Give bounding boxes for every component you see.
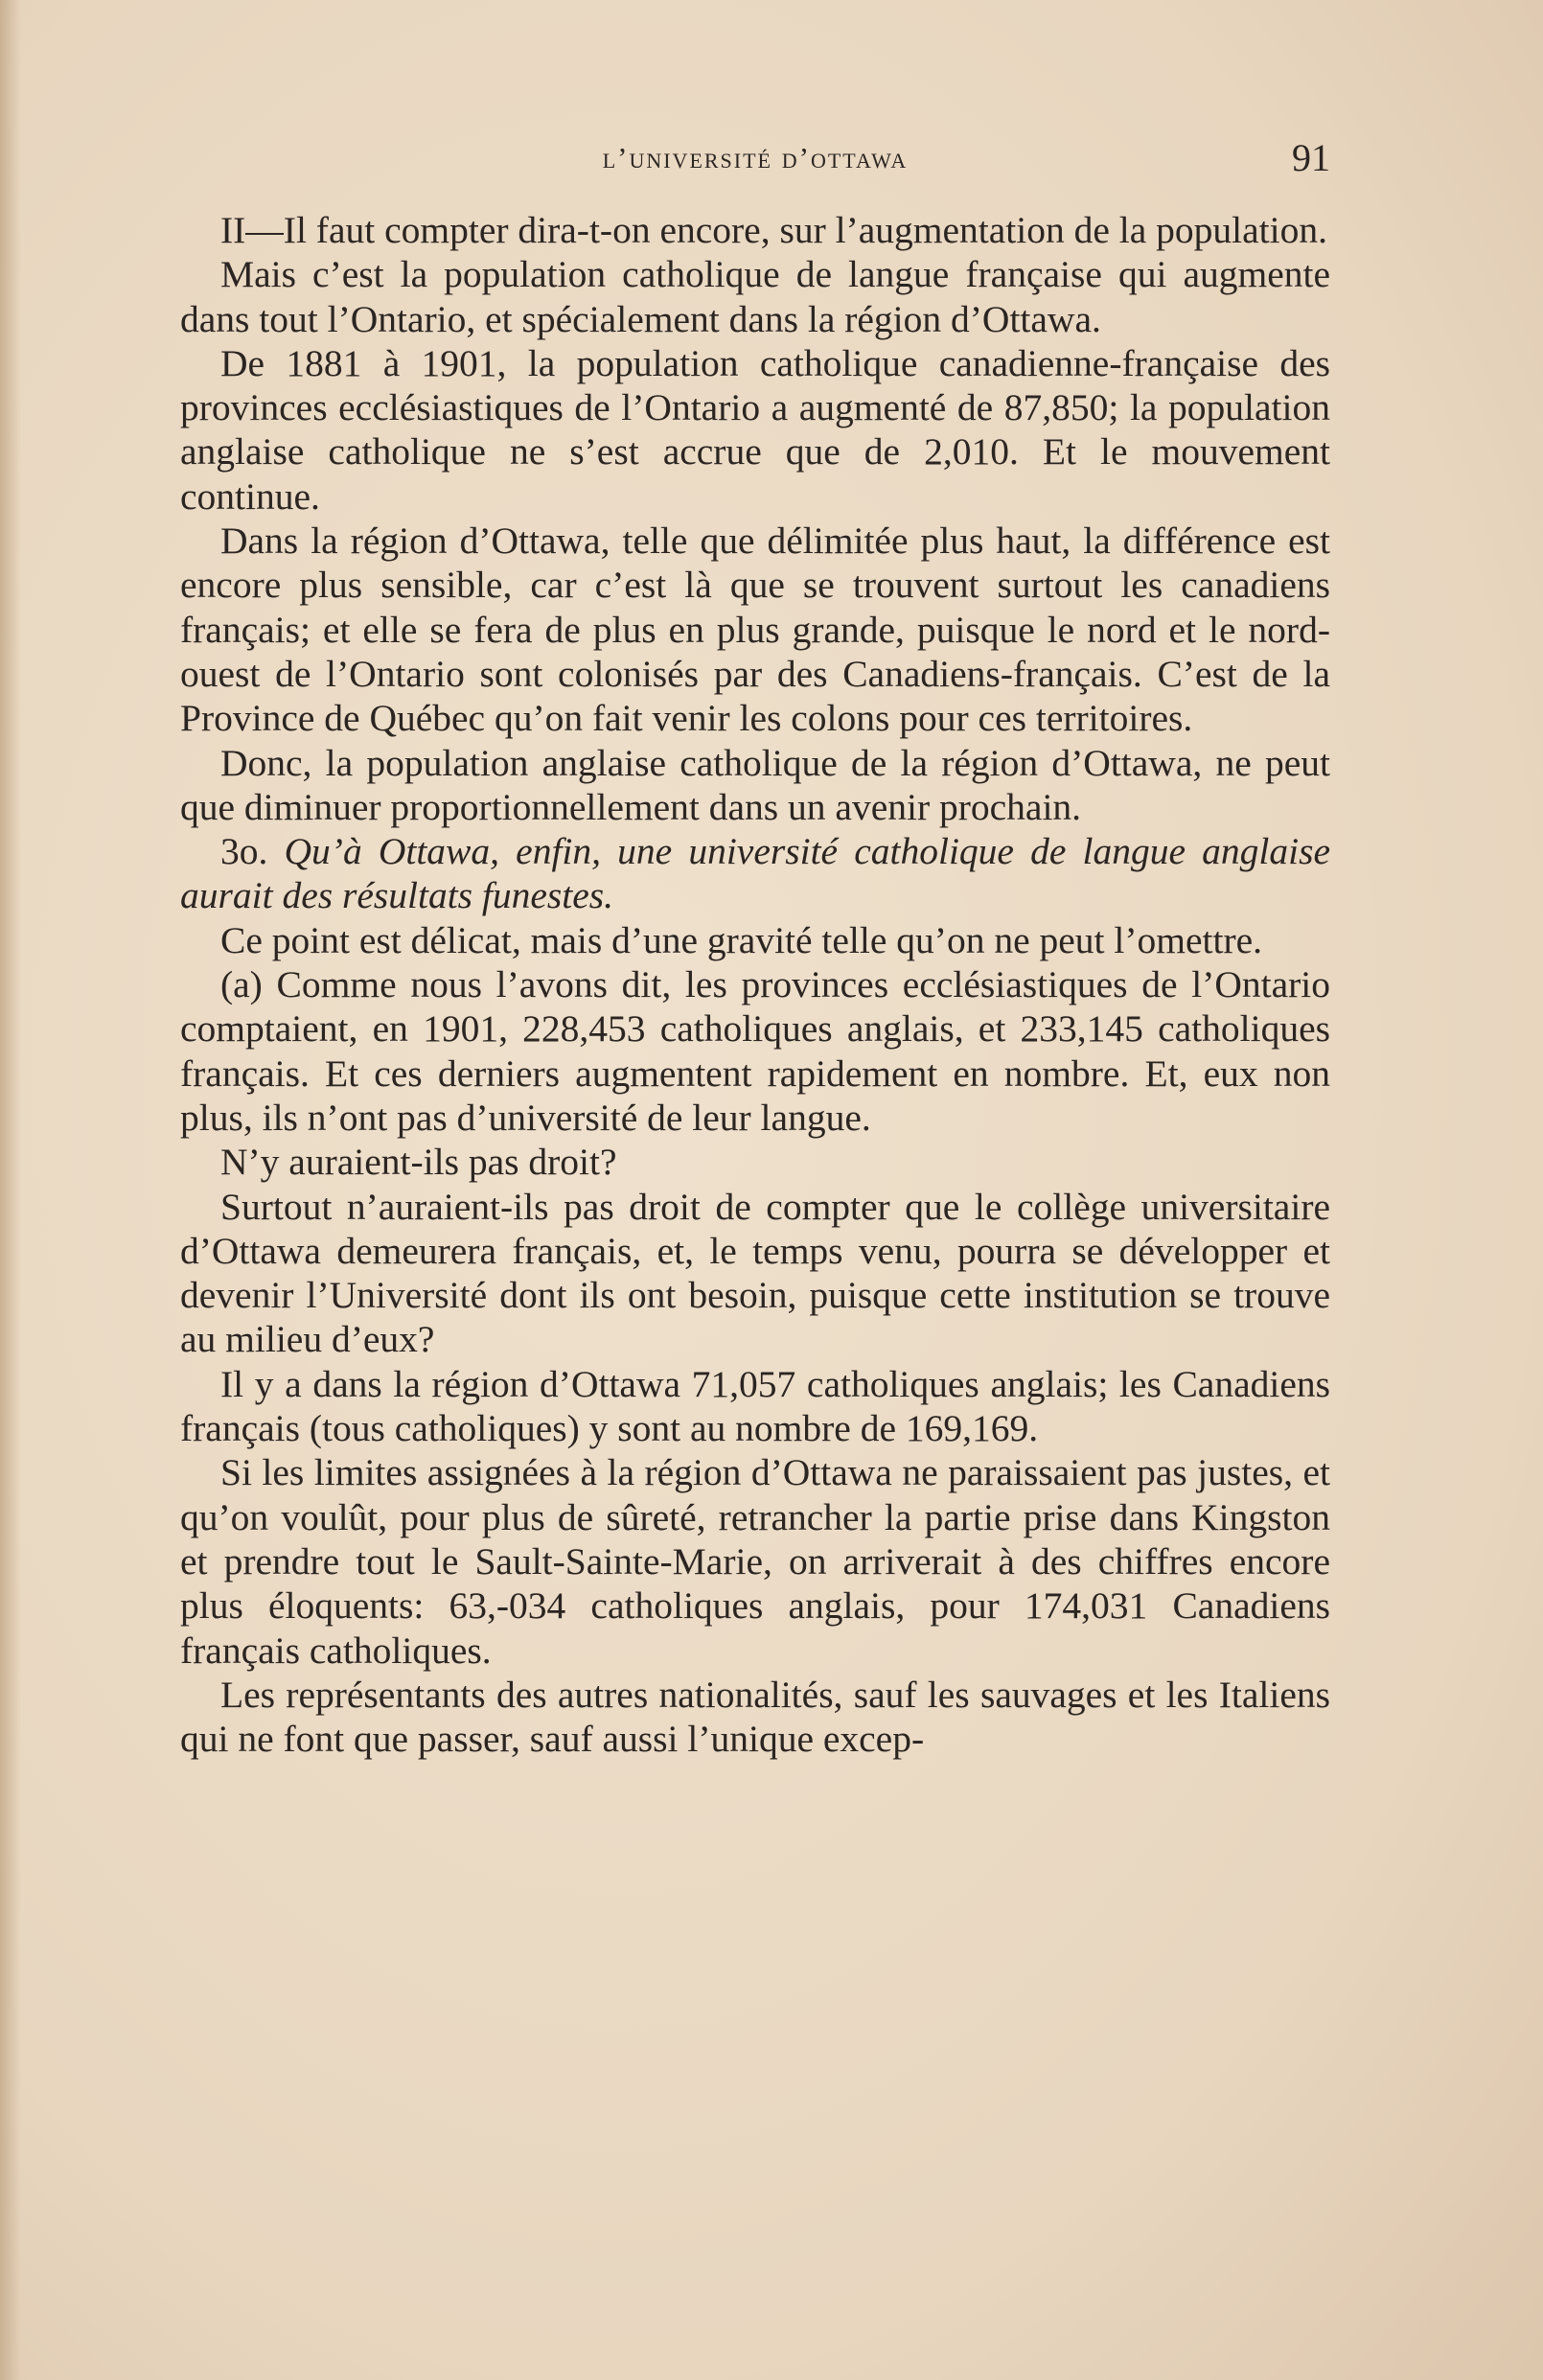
point-number: 3o.: [220, 830, 268, 873]
point-statement: Qu’à Ottawa, enfin, une université catholique de langue anglaise aurait des résultats funestes.: [180, 830, 1331, 917]
paragraph: II—Il faut compter dira-t-on encore, sur l’augmentation de la population.: [220, 209, 1327, 251]
paragraph: De 1881 à 1901, la population catholique canadienne-française des provinces ecclésiastiques de l’Ontario a augmenté de 87,850; la population anglaise catholique ne s’est accrue que de 2,010. Et le mouvement continue.: [180, 341, 1330, 518]
paragraph: N’y auraient-ils pas droit?: [220, 1141, 617, 1184]
paragraph: Donc, la population anglaise catholique de la région d’Ottawa, ne peut que diminuer proportionnellement dans un avenir prochain.: [180, 741, 1330, 828]
paragraph: Dans la région d’Ottawa, telle que délimitée plus haut, la différence est encore plus sensible, car c’est là que se trouvent surtout les canadiens français; et elle se fera de plus en plus grande, puisque le nord et le nord-ouest de l’Ontario sont colonisés par des Canadiens-français. C’est de la Province de Québec qu’on fait venir les colons pour ces territoires.: [180, 520, 1330, 740]
page-number: 91: [1292, 136, 1330, 179]
point-three: [180, 829, 1330, 918]
paragraph: Mais c’est la population catholique de langue française qui augmente dans tout l’Ontario, et spécialement dans la région d’Ottawa.: [180, 253, 1330, 340]
paragraph: Les représentants des autres nationalités, sauf les sauvages et les Italiens qui ne font que passer, sauf aussi l’unique excep-: [180, 1673, 1330, 1761]
running-head: [180, 129, 1330, 187]
paragraph: Si les limites assignées à la région d’Ottawa ne paraissaient pas justes, et qu’on voulût, pour plus de sûreté, retrancher la partie prise dans Kingston et prendre tout le Sault-Sainte-Marie, on arriverait à des chiffres encore plus éloquents: 63,-034 catholiques anglais, pour 174,031 Canadiens français catholiques.: [180, 1451, 1330, 1672]
paragraph: Surtout n’auraient-ils pas droit de compter que le collège universitaire d’Ottawa demeurera français, et, le temps venu, pourra se développer et devenir l’Université dont ils ont besoin, puisque cette institution se trouve au milieu d’eux?: [180, 1185, 1330, 1361]
page-binding-shadow: [0, 0, 21, 2380]
document-page: [180, 129, 1330, 1761]
paragraph: Ce point est délicat, mais d’une gravité telle qu’on ne peut l’omettre.: [220, 918, 1263, 961]
running-title: l’université d’ottawa: [602, 141, 909, 174]
paragraph: (a) Comme nous l’avons dit, les provinces ecclésiastiques de l’Ontario comptaient, en 1901, 228,453 catholiques anglais, et 233,145 catholiques français. Et ces derniers augmentent rapidement en nombre. Et, eux non plus, ils n’ont pas d’université de leur langue.: [180, 963, 1330, 1139]
paragraph: Il y a dans la région d’Ottawa 71,057 catholiques anglais; les Canadiens français (tous catholiques) y sont au nombre de 169,169.: [180, 1362, 1330, 1450]
